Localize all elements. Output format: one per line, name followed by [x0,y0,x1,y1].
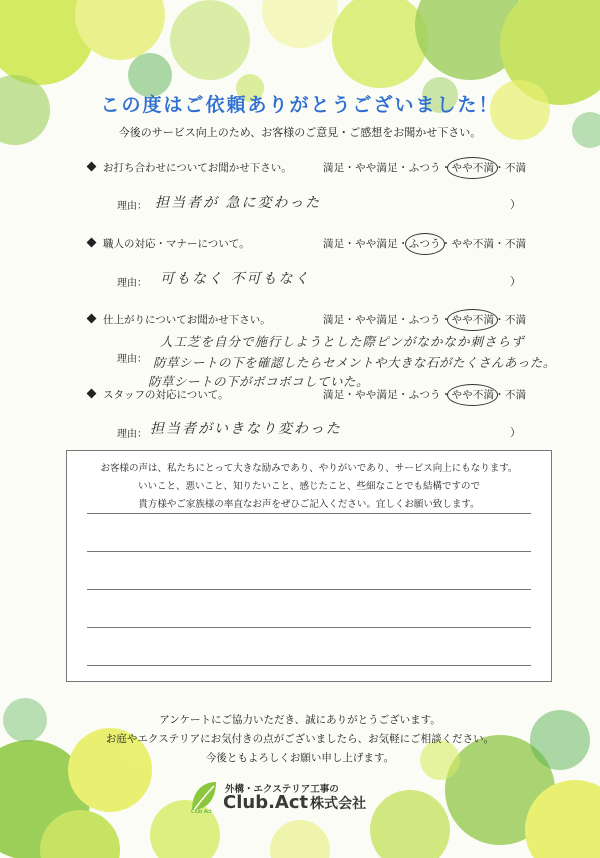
rating-option[interactable]: 不満 [504,314,527,326]
rating-option-selected[interactable]: やや不満 [451,389,495,401]
reason-label-1: 理由： [117,201,147,212]
scale-separator: ・ [397,238,409,250]
scale-separator: ・ [494,314,505,326]
company-brand: Club.Act [223,792,309,813]
question-3 [88,312,271,327]
handwritten-answer-3b: 防草シートの下を確認したらセメントや大きな石がたくさんあった。 [153,355,556,370]
company-suffix: 株式会社 [310,796,367,812]
scale-separator: ・ [397,389,409,401]
rating-option[interactable]: ふつう [408,389,441,401]
scale-separator: ・ [494,238,505,250]
page-subtitle: 今後のサービス向上のため、お客様のご意見・ご感想をお聞かせ下さい。 [118,126,482,139]
writing-line [87,551,531,552]
rating-option[interactable]: やや満足 [355,314,398,326]
question-1-label: お打ち合わせについてお聞かせ下さい。 [103,162,292,174]
rating-option-selected[interactable]: やや不満 [451,162,495,174]
question-1 [88,160,292,175]
reason-label-2: 理由： [117,278,147,289]
rating-option[interactable]: やや不満 [451,238,495,250]
writing-line [87,627,531,628]
closing-line-1: アンケートにご協力いただき、誠にありがとうございます。 [159,714,441,726]
question-2-label: 職人の対応・マナーについて。 [103,238,250,250]
scale-separator: ・ [440,238,452,250]
closing-line-2: お庭やエクステリアにお気付きの点がございましたら、お気軽にご相談ください。 [105,733,495,745]
handwritten-answer-4: 担当者がいきなり変わった [150,421,342,437]
scale-separator: ・ [344,314,356,326]
writing-line [87,589,531,590]
scale-separator: ・ [494,162,505,174]
rating-option-selected[interactable]: ふつう [408,238,441,250]
rating-option-selected[interactable]: やや不満 [451,314,495,326]
comment-box[interactable] [66,450,552,682]
question-3-label: 仕上がりについてお聞かせ下さい。 [103,314,271,326]
closing-line-3: 今後ともよろしくお願い申し上げます。 [205,752,395,764]
rating-option[interactable]: ふつう [408,314,441,326]
rating-scale-2[interactable] [323,236,526,251]
logo-mark-text: Club Act [191,809,212,814]
leaf-logo-icon [188,780,220,814]
company-tagline: 外構・エクステリア工事の [225,784,339,795]
rating-scale-1[interactable] [323,160,526,175]
rating-option[interactable]: 不満 [504,162,527,174]
handwritten-answer-3a: 人工芝を自分で施行しようとした際ピンがなかなか刺さらず [160,334,525,349]
scale-separator: ・ [344,162,356,174]
company-name [223,792,366,813]
rating-option[interactable]: 不満 [504,238,527,250]
question-2 [88,236,250,251]
reason-label-4: 理由： [117,429,147,440]
rating-option[interactable]: 不満 [504,389,527,401]
scale-separator: ・ [344,238,356,250]
rating-option[interactable]: やや満足 [355,238,398,250]
scale-separator: ・ [344,389,356,401]
rating-option[interactable]: 満足 [323,238,345,250]
scale-separator: ・ [494,389,505,401]
scale-separator: ・ [440,162,452,174]
reason-close-1: ） [510,198,521,211]
handwritten-answer-1: 担当者が 急に変わった [155,195,322,211]
rating-option[interactable]: ふつう [408,162,441,174]
question-4 [88,387,229,402]
diamond-icon [87,314,97,324]
reason-label-3: 理由： [117,354,147,365]
rating-option[interactable]: やや満足 [355,389,398,401]
scale-separator: ・ [440,389,452,401]
writing-line [87,665,531,666]
handwritten-answer-3c: 防草シートの下がボコボコしていた。 [148,374,370,389]
rating-scale-4[interactable] [323,387,526,402]
rating-option[interactable]: 満足 [323,389,345,401]
diamond-icon [87,162,97,172]
diamond-icon [87,238,97,248]
scale-separator: ・ [440,314,452,326]
page-title: この度はご依頼ありがとうございました！ [100,94,500,116]
rating-option[interactable]: 満足 [323,162,345,174]
rating-option[interactable]: 満足 [323,314,345,326]
scale-separator: ・ [397,314,409,326]
writing-line [87,513,531,514]
diamond-icon [87,389,97,399]
handwritten-answer-2: 可もなく 不可もなく [160,271,311,287]
scale-separator: ・ [397,162,409,174]
rating-option[interactable]: やや満足 [355,162,398,174]
reason-close-2: ） [510,275,521,288]
rating-scale-3[interactable] [323,312,526,327]
reason-close-4: ） [510,426,521,439]
comment-box-line-3: 貴方様やご家族様の率直なお声をぜひご記入ください。宜しくお願い致します。 [138,499,480,510]
comment-box-line-1: お客様の声は、私たちにとって大きな励みであり、やりがいであり、サービス向上にもなります。 [100,463,518,474]
question-4-label: スタッフの対応について。 [103,389,229,401]
comment-box-line-2: いいこと、悪いこと、知りたいこと、感じたこと、些細なことでも結構ですので [137,481,480,492]
